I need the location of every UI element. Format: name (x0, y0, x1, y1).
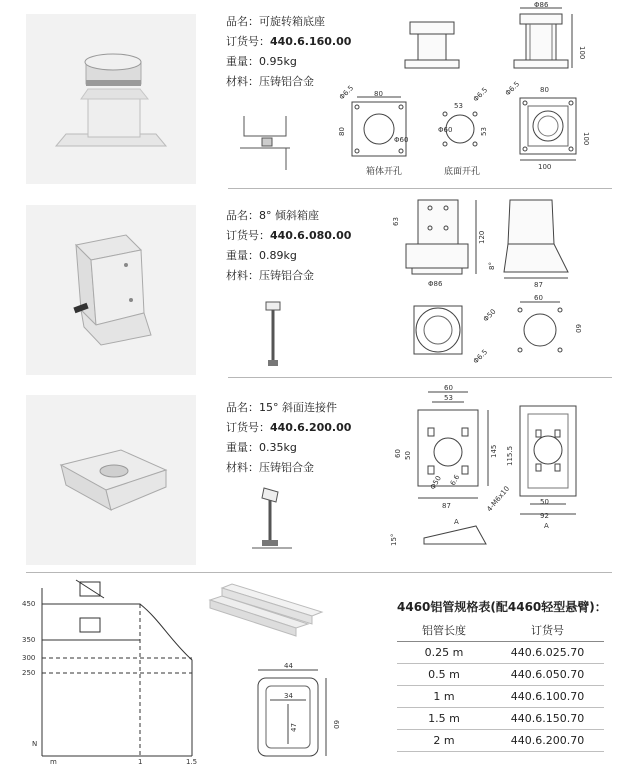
y-tick-300: 300 (22, 654, 36, 662)
product-material: 材料：压铸铝合金 (226, 75, 314, 88)
dim-d50: Φ50 (428, 474, 443, 491)
caption-body-cutout: 箱体开孔 (366, 167, 403, 177)
table-row: 1.5 m 440.6.150.70 (397, 708, 604, 730)
product-name: 品名：可旋转箱底座 (226, 15, 325, 28)
table-row: 0.25 m 440.6.025.70 (397, 642, 604, 664)
x-tick-15: 1.5 (186, 758, 198, 766)
dim-w60: 60 (534, 294, 543, 302)
dim-d60-b: Φ60 (438, 126, 453, 134)
dim-angle-15: 15° (390, 533, 398, 546)
product-photo-swivel-base (26, 14, 196, 184)
dim-w92: 92 (540, 512, 549, 520)
dim-100-side-c: 100 (582, 132, 590, 146)
y-tick-250: 250 (22, 669, 36, 677)
table-row: 2 m 440.6.200.70 (397, 730, 604, 752)
dim-w87: 87 (442, 502, 451, 510)
product-photo-tilt-base (26, 205, 196, 375)
order-number: 440.6.200.00 (270, 421, 352, 434)
dim-80-top: 80 (374, 90, 383, 98)
dim-h145: 145 (490, 444, 498, 458)
order-number: 440.6.160.00 (270, 35, 352, 48)
dim-m6: 4-M6x10 (485, 484, 512, 514)
product-weight: 重量：0.35kg (226, 441, 297, 454)
dim-100-bottom: 100 (538, 163, 552, 171)
dim-w60: 60 (444, 384, 453, 392)
order-number-row: 订货号：440.6.160.00 (226, 35, 352, 48)
dim-80-top-c: 80 (540, 86, 549, 94)
dim-d86: Φ86 (534, 1, 549, 9)
x-tick-1: 1 (138, 758, 143, 766)
dim-h60: 60 (394, 449, 402, 458)
product-name: 品名：15° 斜面连接件 (226, 401, 337, 414)
dim-d60-a: Φ60 (394, 136, 409, 144)
spec-block-1 (226, 12, 351, 92)
dim-w87: 87 (534, 281, 543, 289)
tube-profile-section (248, 660, 344, 764)
header-order-no: 订货号 (531, 624, 564, 637)
table-row: 0.5 m 440.6.050.70 (397, 664, 604, 686)
dim-d86: Φ86 (428, 280, 443, 288)
aluminium-tube-render (206, 584, 322, 642)
dim-h120: 120 (478, 230, 486, 244)
spec-block-2 (226, 206, 351, 286)
product-material: 材料：压铸铝合金 (226, 269, 314, 282)
technical-drawing-2 (392, 192, 612, 374)
product-weight: 重量：0.95kg (226, 55, 297, 68)
dim-53-side: 53 (480, 127, 488, 136)
dim-d50: Φ50 (481, 307, 498, 324)
dim-d65-b: Φ6.5 (471, 85, 490, 104)
x-unit: m (50, 758, 57, 766)
dim-h50: 50 (404, 451, 412, 460)
y-tick-350: 350 (22, 636, 36, 644)
technical-drawing-3 (388, 378, 612, 554)
section-divider-3 (26, 572, 612, 573)
table-row: 1 m 440.6.100.70 (397, 686, 604, 708)
load-chart (20, 580, 210, 769)
dim-h1155: 115.5 (506, 445, 514, 466)
dim-section-a-right: A (544, 522, 549, 530)
product-name: 品名：8° 倾斜箱座 (226, 209, 319, 222)
mount-sketch-1 (240, 116, 290, 174)
dim-53-top: 53 (454, 102, 463, 110)
order-number: 440.6.080.00 (270, 229, 352, 242)
caption-bottom-cutout: 底面开孔 (444, 167, 481, 177)
dim-h47: 47 (290, 723, 298, 732)
spec-table-title: 4460铝管规格表(配4460轻型悬臂)： (397, 600, 607, 614)
order-number-row: 订货号：440.6.080.00 (226, 229, 352, 242)
y-unit: N (32, 740, 38, 748)
dim-w34: 34 (284, 692, 293, 700)
y-tick-450: 450 (22, 600, 36, 608)
spec-block-3 (226, 398, 351, 478)
dim-d65-a: Φ6.5 (337, 83, 356, 102)
dim-w44: 44 (284, 662, 293, 670)
mount-sketch-2 (258, 300, 288, 374)
product-weight: 重量：0.89kg (226, 249, 297, 262)
dim-80-side: 80 (338, 127, 346, 136)
dim-angle-8: 8° (488, 262, 496, 270)
technical-drawing-1 (337, 1, 610, 183)
dim-h60: 60 (332, 720, 340, 729)
header-length: 铝管长度 (422, 624, 466, 637)
table-header-row (397, 620, 604, 642)
product-material: 材料：压铸铝合金 (226, 461, 314, 474)
dim-h100: 100 (578, 46, 586, 60)
order-number-row: 订货号：440.6.200.00 (226, 421, 352, 434)
dim-66: 6.6 (448, 473, 462, 487)
mount-sketch-3 (252, 486, 292, 556)
dim-h60: 60 (574, 324, 582, 333)
product-photo-slope-connector (26, 395, 196, 565)
dim-section-a: A (454, 518, 459, 526)
section-divider-1 (228, 188, 612, 189)
dim-w50: 50 (540, 498, 549, 506)
dim-w53: 53 (444, 394, 453, 402)
dim-h63: 63 (392, 217, 400, 226)
spec-table (397, 620, 604, 752)
dim-d65: Φ6.5 (471, 347, 490, 366)
dim-d65-c: Φ6.5 (503, 79, 522, 98)
